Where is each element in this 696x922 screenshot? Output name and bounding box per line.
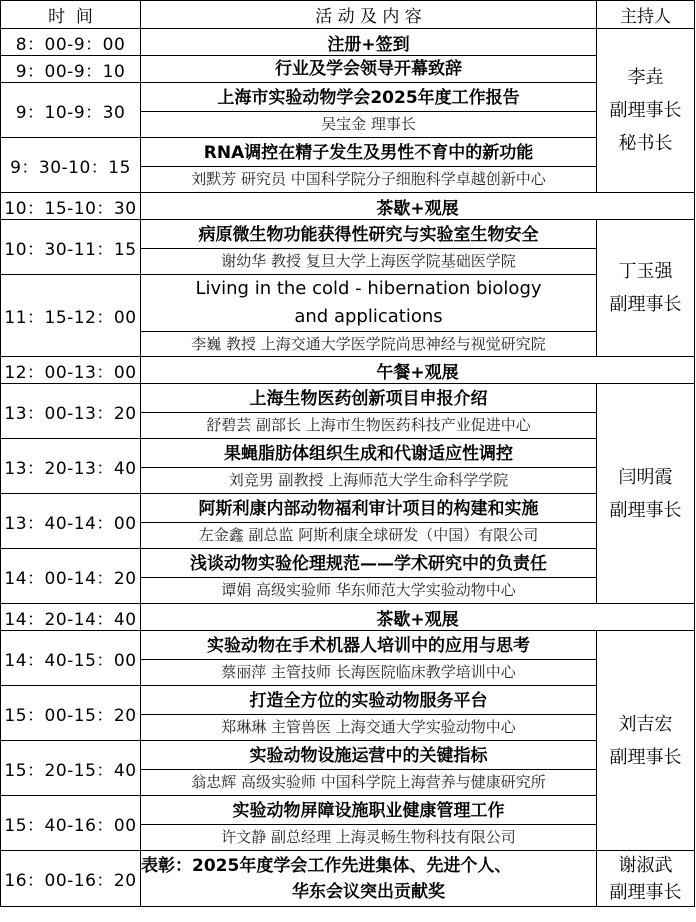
speaker-info: 刘默芳 研究员 中国科学院分子细胞科学卓越创新中心 (141, 166, 596, 191)
table-header-row (1, 1, 695, 29)
talk-title: RNA调控在精子发生及男性不育中的新功能 (203, 142, 534, 163)
speaker-info: 刘竞男 副教授 上海师范大学生命科学学院 (141, 467, 596, 492)
table-row (1, 439, 695, 494)
host-role: 副理事长 (609, 881, 682, 903)
table-row (1, 686, 695, 741)
talk-title: 浅谈动物实验伦理规范——学术研究中的负责任 (190, 553, 547, 574)
host-role: 副理事长 (609, 100, 682, 121)
activity-cell (141, 220, 597, 275)
host-name: 李垚 (627, 67, 664, 88)
time-cell: 11：15-12：00 (1, 275, 141, 357)
time-cell: 15：00-15：20 (1, 686, 141, 741)
activity-cell (141, 56, 597, 83)
time-cell: 14：40-15：00 (1, 631, 141, 686)
activity-cell (141, 549, 597, 604)
time-cell: 9：10-9：30 (1, 83, 141, 138)
talk-title: 果蝇脂肪体组织生成和代谢适应性调控 (224, 443, 513, 464)
time-cell: 13：20-13：40 (1, 439, 141, 494)
speaker-info: 吴宝金 理事长 (141, 111, 596, 136)
host-name: 刘吉宏 (618, 713, 673, 735)
talk-title: 打造全方位的实验动物服务平台 (249, 690, 488, 711)
break-cell: 茶歇+观展 (141, 193, 695, 220)
break-cell: 注册+签到 (141, 29, 597, 56)
time-cell: 9：30-10：15 (1, 138, 141, 193)
table-row (1, 83, 695, 138)
table-row (1, 741, 695, 796)
talk-title: 实验动物屏障设施职业健康管理工作 (232, 800, 505, 821)
table-row (1, 631, 695, 686)
talk-title-line: and applications (294, 306, 443, 327)
talk-title: 实验动物在手术机器人培训中的应用与思考 (207, 635, 530, 656)
host-role: 副理事长 (609, 294, 682, 315)
header-activity: 活 动 及 内 容 (141, 1, 597, 29)
table-row (1, 384, 695, 439)
talk-title: 阿斯利康内部动物福利审计项目的构建和实施 (198, 498, 539, 519)
time-cell: 13：00-13：20 (1, 384, 141, 439)
speaker-info: 左金鑫 副总监 阿斯利康全球研发（中国）有限公司 (141, 522, 596, 547)
table-row (1, 851, 695, 907)
talk-title: 实验动物设施运营中的关键指标 (249, 745, 488, 766)
host-role: 秘书长 (618, 133, 673, 154)
host-cell (597, 384, 695, 604)
host-name: 丁玉强 (618, 261, 673, 282)
table-row (1, 29, 695, 56)
host-cell (597, 220, 695, 357)
break-cell: 茶歇+观展 (141, 604, 695, 631)
table-row (1, 604, 695, 631)
host-name: 谢淑武 (618, 854, 673, 876)
time-cell: 12：00-13：00 (1, 357, 141, 384)
activity-cell (141, 275, 597, 357)
time-cell: 14：20-14：40 (1, 604, 141, 631)
time-cell: 10：30-11：15 (1, 220, 141, 275)
time-cell: 16：00-16：20 (1, 851, 141, 907)
host-cell (597, 851, 695, 907)
talk-title: 病原微生物功能获得性研究与实验室生物安全 (198, 224, 539, 245)
activity-cell (141, 494, 597, 549)
talk-title-line: Living in the cold - hibernation biology (195, 278, 542, 299)
activity-cell (141, 686, 597, 741)
activity-cell (141, 631, 597, 686)
break-cell: 午餐+观展 (141, 357, 695, 384)
award-title-line: 华东会议突出贡献奖 (292, 881, 445, 902)
activity-cell (141, 439, 597, 494)
table-row (1, 138, 695, 193)
talk-title: 上海市实验动物学会2025年度工作报告 (217, 87, 520, 108)
speaker-info: 郑琳琳 主管兽医 上海交通大学实验动物中心 (141, 714, 596, 739)
time-cell: 9：00-9：10 (1, 56, 141, 83)
table-row (1, 275, 695, 357)
speaker-info: 谭娟 高级实验师 华东师范大学实验动物中心 (141, 577, 596, 602)
time-cell: 8：00-9：00 (1, 29, 141, 56)
host-role: 副理事长 (609, 499, 682, 521)
time-cell: 15：20-15：40 (1, 741, 141, 796)
talk-title: 行业及学会领导开幕致辞 (275, 59, 462, 79)
activity-cell (141, 741, 597, 796)
table-row (1, 56, 695, 83)
talk-title: 上海生物医药创新项目申报介绍 (249, 388, 488, 409)
speaker-info: 许文静 副总经理 上海灵畅生物科技有限公司 (141, 824, 596, 849)
time-cell: 10：15-10：30 (1, 193, 141, 220)
table-row (1, 357, 695, 384)
header-host: 主持人 (597, 1, 695, 29)
speaker-info: 舒碧芸 副部长 上海市生物医药科技产业促进中心 (141, 412, 596, 437)
speaker-info: 李巍 教授 上海交通大学医学院尚思神经与视觉研究院 (141, 331, 596, 356)
activity-cell (141, 384, 597, 439)
award-title-line: 表彰：2025年度学会工作先进集体、先进个人、 (141, 855, 512, 876)
table-row (1, 796, 695, 851)
host-cell (597, 29, 695, 193)
activity-cell (141, 138, 597, 193)
table-row (1, 220, 695, 275)
activity-cell (141, 851, 597, 907)
speaker-info: 翁忠辉 高级实验师 中国科学院上海营养与健康研究所 (141, 769, 596, 794)
speaker-info: 谢幼华 教授 复旦大学上海医学院基础医学院 (141, 248, 596, 273)
activity-cell (141, 796, 597, 851)
host-cell (597, 631, 695, 851)
time-cell: 14：00-14：20 (1, 549, 141, 604)
table-row (1, 193, 695, 220)
header-time: 时 间 (1, 1, 141, 29)
speaker-info: 蔡丽萍 主管技师 长海医院临床教学培训中心 (141, 659, 596, 684)
time-cell: 15：40-16：00 (1, 796, 141, 851)
table-row (1, 549, 695, 604)
time-cell: 13：40-14：00 (1, 494, 141, 549)
table-row (1, 494, 695, 549)
host-role: 副理事长 (609, 746, 682, 768)
activity-cell (141, 83, 597, 138)
host-name: 闫明霞 (618, 466, 673, 488)
